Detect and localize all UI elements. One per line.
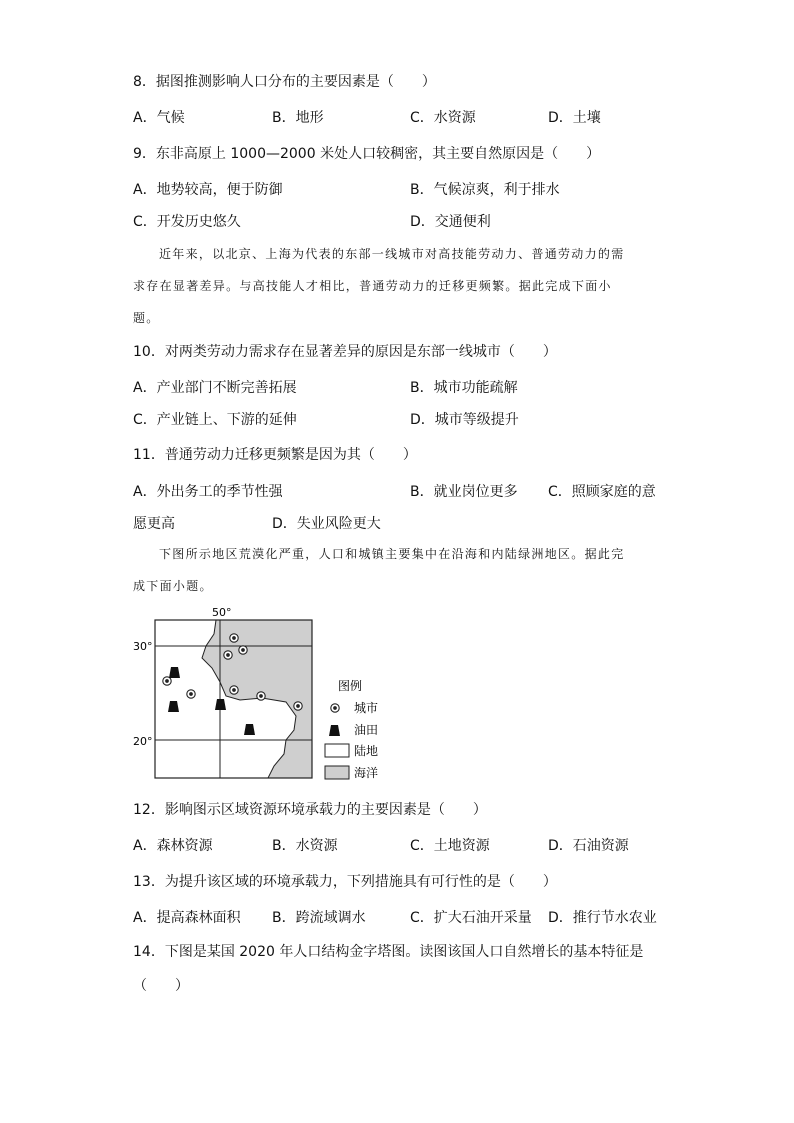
question-11-stem: 11．普通劳动力迁移更频繁是因为其（ ） xyxy=(133,447,417,463)
q13-option-a[interactable]: A．提高森林面积 xyxy=(133,910,241,926)
q10-option-c[interactable]: C．产业链上、下游的延伸 xyxy=(133,412,297,428)
passage-desert-line-2: 成下面小题。 xyxy=(133,579,213,593)
city-markers xyxy=(163,634,302,710)
legend-land-label: 陆地 xyxy=(354,744,379,758)
passage-labor-line-2: 求存在显著差异。与高技能人才相比，普通劳动力的迁移更频繁。据此完成下面小 xyxy=(133,279,612,293)
q9-option-c[interactable]: C．开发历史悠久 xyxy=(133,214,241,230)
q13-option-b[interactable]: B．跨流域调水 xyxy=(272,910,366,926)
city-marker xyxy=(224,651,232,659)
question-14-answer-bracket: （ ） xyxy=(133,978,189,994)
q12-option-d[interactable]: D．石油资源 xyxy=(548,838,629,854)
city-marker xyxy=(187,690,195,698)
city-marker xyxy=(239,646,247,654)
passage-labor-line-1: 近年来，以北京、上海为代表的东部一线城市对高技能劳动力、普通劳动力的需 xyxy=(159,247,625,261)
oilfield-marker xyxy=(169,667,180,678)
q8-option-c[interactable]: C．水资源 xyxy=(410,110,476,126)
q12-option-a[interactable]: A．森林资源 xyxy=(133,838,213,854)
q13-option-c[interactable]: C．扩大石油开采量 xyxy=(410,910,532,926)
city-marker xyxy=(230,686,238,694)
legend-title: 图例 xyxy=(338,679,363,693)
city-marker xyxy=(257,692,265,700)
oilfield-marker xyxy=(215,699,226,710)
q11-option-d[interactable]: D．失业风险更大 xyxy=(272,516,381,532)
map-frame xyxy=(155,620,312,778)
passage-desert-line-1: 下图所示地区荒漠化严重，人口和城镇主要集中在沿海和内陆绿洲地区。据此完 xyxy=(159,547,625,561)
map-land-area xyxy=(155,620,312,778)
q11-option-c[interactable]: C．照顾家庭的意 xyxy=(548,484,656,500)
question-13-stem: 13．为提升该区域的环境承载力，下列措施具有可行性的是（ ） xyxy=(133,874,557,890)
q10-option-d[interactable]: D．城市等级提升 xyxy=(410,412,519,428)
oilfield-marker xyxy=(168,701,179,712)
legend-oilfield-label: 油田 xyxy=(354,723,379,737)
question-10-stem: 10．对两类劳动力需求存在显著差异的原因是东部一线城市（ ） xyxy=(133,344,557,360)
question-9-stem: 9．东非高原上 1000—2000 米处人口较稠密，其主要自然原因是（ ） xyxy=(133,146,601,162)
legend-oilfield-icon xyxy=(329,725,340,736)
passage-labor xyxy=(133,244,658,328)
q13-option-d[interactable]: D．推行节水农业 xyxy=(548,910,657,926)
legend-sea-label: 海洋 xyxy=(354,766,379,780)
longitude-label-50: 50° xyxy=(212,606,232,619)
map-sea-area xyxy=(202,620,312,778)
city-marker xyxy=(294,702,302,710)
q12-option-c[interactable]: C．土地资源 xyxy=(410,838,490,854)
latitude-label-30: 30° xyxy=(133,640,153,653)
oilfield-markers xyxy=(168,667,255,735)
q10-option-b[interactable]: B．城市功能疏解 xyxy=(410,380,518,396)
q9-option-b[interactable]: B．气候凉爽，利于排水 xyxy=(410,182,560,198)
passage-desert xyxy=(133,544,658,596)
legend-land-swatch xyxy=(325,744,349,757)
question-8-stem: 8．据图推测影响人口分布的主要因素是（ ） xyxy=(133,74,436,90)
q9-option-d[interactable]: D．交通便利 xyxy=(410,214,491,230)
q8-option-d[interactable]: D．土壤 xyxy=(548,110,601,126)
q11-option-b[interactable]: B．就业岗位更多 xyxy=(410,484,518,500)
q12-option-b[interactable]: B．水资源 xyxy=(272,838,338,854)
legend-sea-swatch xyxy=(325,766,349,779)
city-marker xyxy=(230,634,238,642)
city-marker xyxy=(163,677,171,685)
q9-option-a[interactable]: A．地势较高，便于防御 xyxy=(133,182,283,198)
passage-labor-line-3: 题。 xyxy=(133,311,160,325)
q11-option-a[interactable]: A．外出务工的季节性强 xyxy=(133,484,283,500)
oilfield-marker xyxy=(244,724,255,735)
q10-option-a[interactable]: A．产业部门不断完善拓展 xyxy=(133,380,297,396)
legend-city-icon xyxy=(331,704,339,712)
question-12-stem: 12．影响图示区域资源环境承载力的主要因素是（ ） xyxy=(133,802,487,818)
q8-option-a[interactable]: A．气候 xyxy=(133,110,185,126)
legend-city-label: 城市 xyxy=(354,701,379,715)
q11-option-c-continued[interactable]: 愿更高 xyxy=(133,516,175,532)
q8-option-b[interactable]: B．地形 xyxy=(272,110,324,126)
question-14-stem: 14．下图是某国 2020 年人口结构金字塔图。读图该国人口自然增长的基本特征是 xyxy=(133,944,644,960)
latitude-label-20: 20° xyxy=(133,735,153,748)
